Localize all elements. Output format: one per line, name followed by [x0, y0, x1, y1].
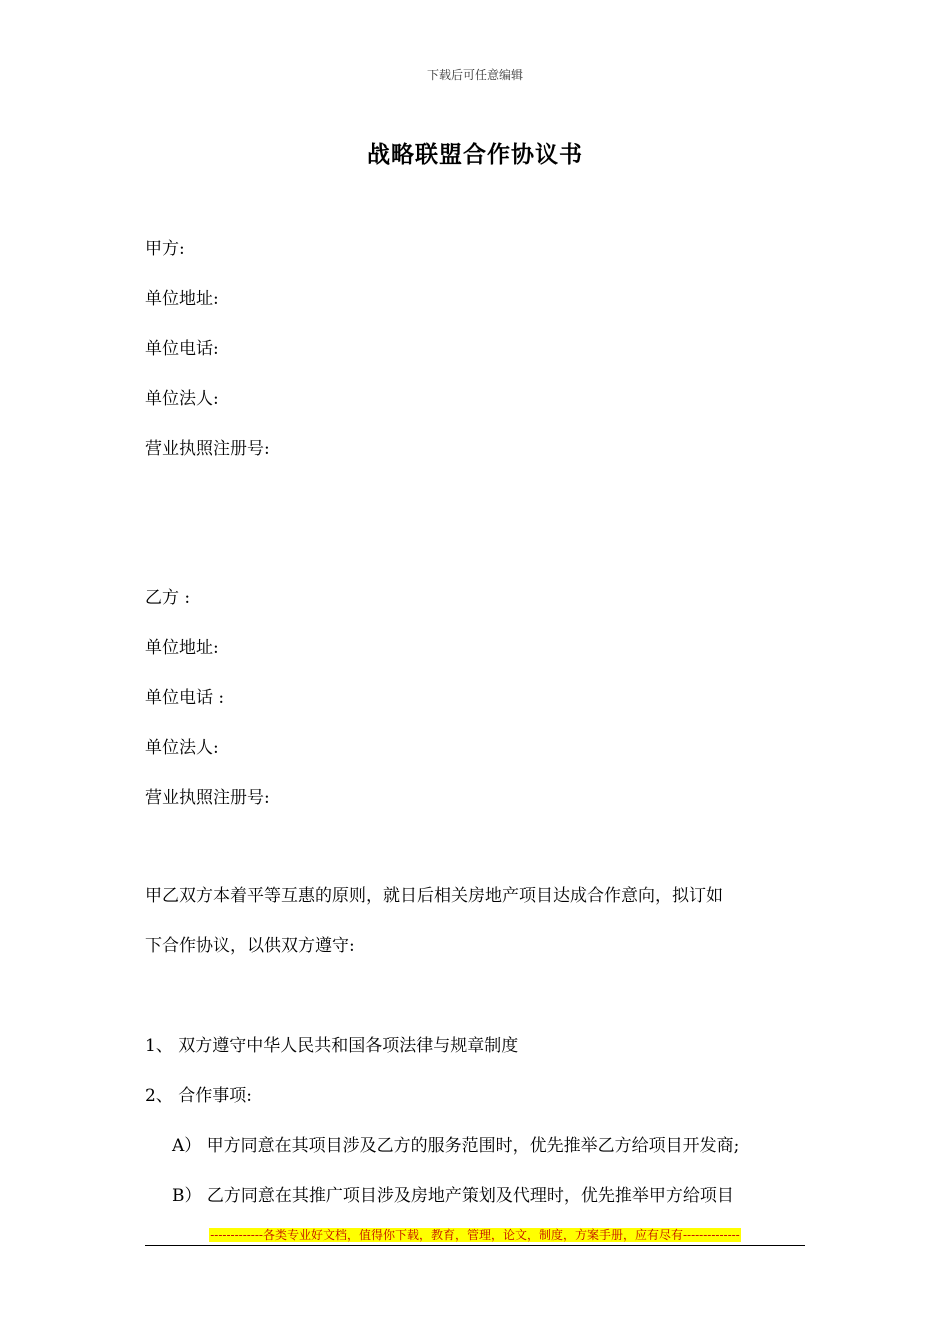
- intro-line-1: 甲乙双方本着平等互惠的原则，就日后相关房地产项目达成合作意向，拟订如: [145, 886, 723, 906]
- party-a-license-no: 营业执照注册号:: [145, 439, 270, 459]
- party-b-address: 单位地址:: [145, 638, 219, 658]
- party-b-phone: 单位电话 :: [145, 688, 225, 708]
- party-b-license-no: 营业执照注册号:: [145, 788, 270, 808]
- document-title: 战略联盟合作协议书: [367, 141, 583, 168]
- footer-banner: [0, 1227, 950, 1243]
- party-b-label: 乙方 :: [145, 588, 191, 608]
- footer-banner-text: -------------各类专业好文档，值得你下载，教育，管理，论文，制度，方案手册，应有尽有--------------: [210, 1228, 740, 1242]
- party-a-legal-person: 单位法人:: [145, 389, 219, 409]
- clause-2a: A） 甲方同意在其项目涉及乙方的服务范围时，优先推举乙方给项目开发商;: [172, 1136, 740, 1156]
- party-a-label: 甲方:: [145, 239, 185, 259]
- party-a-address: 单位地址:: [145, 289, 219, 309]
- clause-2: 2、 合作事项:: [145, 1086, 252, 1106]
- clause-2b: B） 乙方同意在其推广项目涉及房地产策划及代理时，优先推举甲方给项目: [172, 1186, 734, 1206]
- party-b-legal-person: 单位法人:: [145, 738, 219, 758]
- footer-rule: [145, 1245, 805, 1246]
- clause-1: 1、 双方遵守中华人民共和国各项法律与规章制度: [145, 1036, 519, 1056]
- party-a-phone: 单位电话:: [145, 339, 219, 359]
- intro-line-2: 下合作协议，以供双方遵守:: [145, 936, 355, 956]
- header-note: 下载后可任意编辑: [426, 68, 523, 82]
